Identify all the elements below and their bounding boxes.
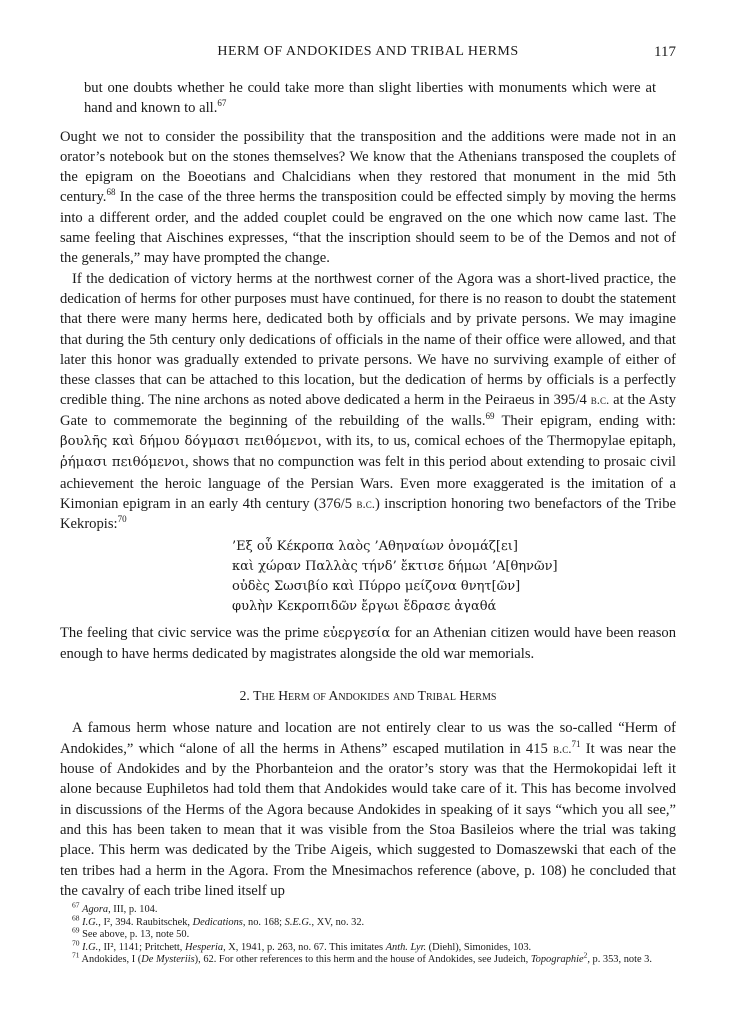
fn-italic: Agora — [82, 904, 109, 915]
section-number: 2. — [239, 688, 250, 704]
section-heading — [60, 686, 676, 706]
page-number: 117 — [654, 44, 676, 60]
p2-text-a: If the dedication of victory herms at the northwest corner of the Agora was a short-lived practice, the dedication of herms for other purposes must have continued, for there is no reason to doubt the statement that there were many herms here, dedicated both by officials and by private persons. We may imagine that during the 5th century only dedications of officials in the name of their office were allowed, and that later this honor was gradually extended to private persons. We have no surviving example of either of these classes that can be attached to this location, but the dedication of herms by officials is a perfectly credible thing. The nine archons as noted above dedicated a herm in the Peiraeus in 395/4 — [60, 270, 676, 409]
fn-text: , II², 1141; Pritchett, — [98, 941, 185, 953]
fn-italic: I.G. — [82, 941, 99, 953]
footnote-number: 71 — [72, 950, 80, 960]
p2-text-d: , with its, to us, comical echoes of the Thermopylae epitaph, — [317, 433, 676, 450]
footnote-number: 70 — [72, 938, 80, 948]
note-ref-67: 67 — [217, 98, 227, 109]
p3-text-b: for an Athenian citizen would have been reason enough to have herms dedicated by magistrates alongside the old war memorials. — [60, 624, 676, 662]
section-title: The Herm of Andokides and Tribal Herms — [253, 688, 497, 704]
quoted-extract — [60, 78, 676, 119]
fn-text: , III, p. 104. — [108, 904, 158, 915]
p2-text-f: ) inscription honoring two benefactors of the Tribe Kekropis: — [60, 495, 676, 533]
p1-text-a: Ought we not to consider the possibility that the transposition and the additions were made not in an orator’s notebook but on the stones themselves? We know that the Athenians transposed the couplets of the epigram on the Boeotians and Chalcidians when they restored that monument in the mid 5th century. — [60, 128, 676, 206]
fn-italic: Anth. Lyr. — [385, 941, 427, 953]
footnote-68 — [60, 913, 676, 930]
note-ref-69: 69 — [485, 410, 495, 421]
greek-phrase-boules: βουλῆς καὶ δήμου δόγμασι πειθόμενοι — [60, 434, 318, 450]
page-header — [60, 44, 676, 64]
fn-text: See above, p. 13, note 50. — [82, 929, 190, 941]
main-text — [60, 78, 676, 901]
fn-text: (Diehl), Simonides, 103. — [426, 941, 532, 953]
footnote-69 — [60, 925, 676, 942]
p4-text-b: It was near the house of Andokides and by the Phorbanteion and the orator’s story was that the Hermokopidai left it alone because Euphiletos had told them that Andokides would take care of it. This has become involved in discussions of the Herms of the Agora because Andokides in speaking of it says “which you all see,” and this has been taken to mean that it was visible from the Stoa Basileios where the trial was taking place. This herm was dedicated by the Tribe Aigeis, which suggested to Domaszewski that each of the ten tribes had a herm in the Agora. From the Mnesimachos reference (above, p. 108) he concluded that the cavalry of each tribe lined itself up — [60, 740, 676, 899]
epigram-line: φυλὴν Κεκροπιδῶν ἔργωι ἔδρασε ἀγαθά — [232, 598, 497, 614]
note-ref-70: 70 — [117, 514, 127, 525]
epigram-line: ’Εξ οὗ Κέκροπα λαὸς ’Αθηναίων ὀνομάζ[ει] — [232, 538, 518, 554]
fn-text: , X, 1941, p. 263, no. 67. This imitates — [223, 941, 386, 953]
fn-italic: S.E.G. — [284, 916, 312, 928]
paragraph-civic-service — [60, 623, 676, 665]
paragraph-herm-of-andokides — [60, 718, 676, 901]
paragraph-transposition — [60, 127, 676, 269]
paragraph-dedications — [60, 269, 676, 535]
footnote-number: 69 — [72, 925, 80, 935]
epigram-line: καὶ χώραν Παλλὰς τήνδ’ ἔκτισε δήμωι ’Α[θηνῶν] — [232, 558, 558, 574]
footnote-number: 67 — [72, 900, 80, 910]
greek-epigram — [232, 537, 676, 617]
bc-abbrev: b.c. — [590, 392, 610, 408]
fn-italic: Hesperia — [185, 941, 224, 953]
fn-text: , p. 353, note 3. — [587, 954, 652, 966]
extract-text: but one doubts whether he could take more than slight liberties with monuments which were at hand and known to all. — [84, 80, 656, 117]
fn-italic: De Mysteriis — [141, 954, 195, 966]
footnote-number: 68 — [72, 913, 80, 923]
footnote-71 — [60, 950, 676, 967]
footnote-67 — [60, 900, 676, 917]
epigram-line: οὐδὲς Σωσιβίο καὶ Πύρρο μείζονα θνητ[ῶν] — [232, 578, 521, 594]
note-ref-68: 68 — [106, 187, 116, 198]
fn-italic: Dedications — [192, 916, 243, 928]
greek-phrase-rhemasi: ῥήμασι πειθόμενοι — [60, 455, 185, 471]
fn-text: , no. 168; — [242, 916, 285, 928]
fn-superscript: 2 — [583, 950, 588, 960]
fn-italic: Topographie — [530, 954, 584, 966]
greek-word-euergesia: εὐεργεσία — [323, 625, 391, 641]
p2-text-e: , shows that no compunction was felt in this period about extending to prosaic civil achievement the heroic language of the Persian Wars. Even more exaggerated is the imitation of a Kimonian epigram in an early 4th century (376/5 — [60, 454, 676, 512]
fn-text: Andokides, I ( — [81, 954, 142, 966]
fn-text: , I², 394. Raubitschek, — [98, 916, 193, 928]
fn-text: , XV, no. 32. — [311, 916, 365, 928]
p2-text-b: at the Asty Gate to commemorate the beginning of the rebuilding of the walls. — [60, 392, 676, 429]
p3-text-a: The feeling that civic service was the prime — [60, 624, 324, 641]
p4-text-a: A famous herm whose nature and location are not entirely clear to us was the so-called “Herm of Andokides,” which “alone of all the herms in Athens” escaped mutilation in 415 — [60, 720, 676, 757]
fn-italic: I.G. — [82, 916, 99, 928]
running-head: HERM OF ANDOKIDES AND TRIBAL HERMS — [217, 44, 519, 59]
bc-abbrev: b.c. — [553, 740, 572, 756]
fn-text: ), 62. For other references to this herm and the house of Andokides, see Judeich, — [194, 954, 531, 966]
bc-abbrev: b.c. — [356, 495, 375, 511]
footnotes — [60, 900, 676, 967]
p1-text-b: In the case of the three herms the transposition could be effected simply by moving the herms into a different order, and the added couplet could be engraved on the one which now came last. The same feeling that Aischines expresses, “that the inscription should seem to be of the Demos and not of the generals,” may have prompted the change. — [60, 189, 676, 267]
note-ref-71: 71 — [571, 738, 581, 749]
p2-text-c: Their epigram, ending with: — [494, 412, 676, 429]
